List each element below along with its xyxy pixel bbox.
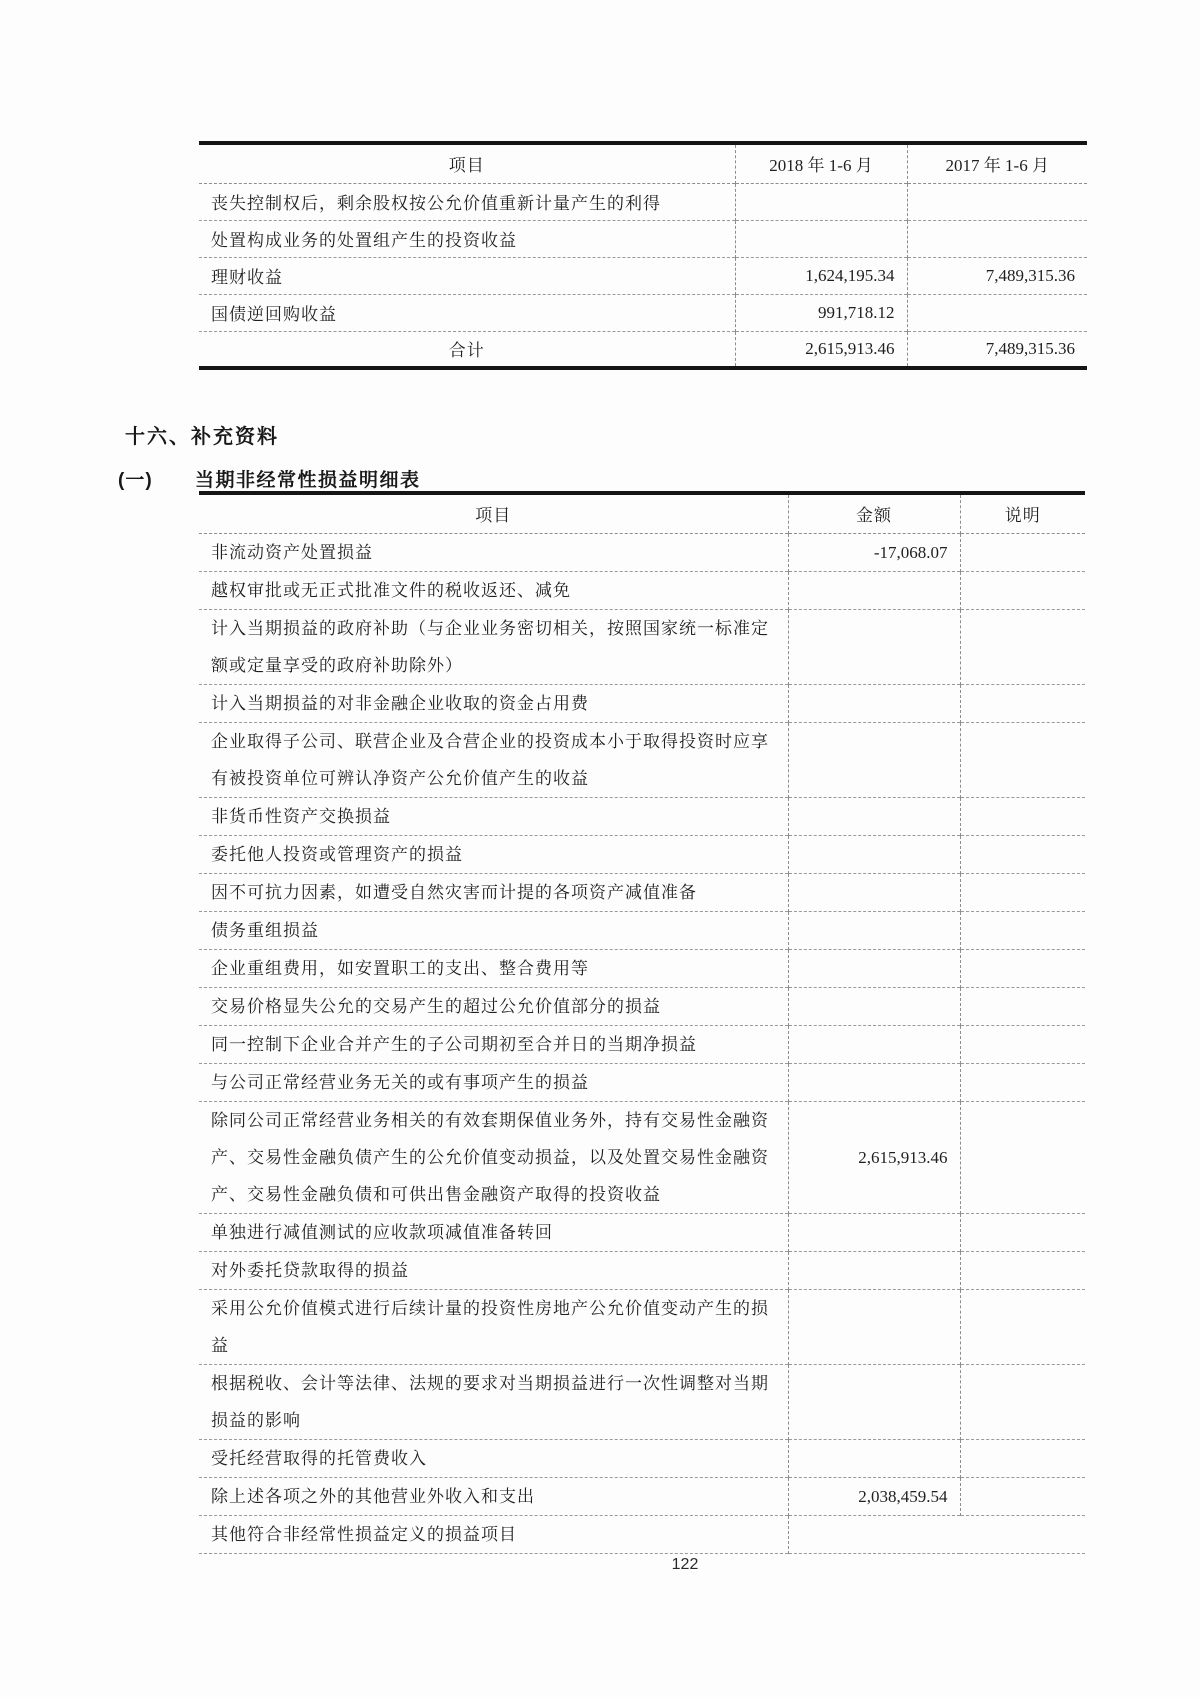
subsection-label: (一) (118, 470, 153, 491)
amount-cell (788, 1251, 960, 1289)
note-cell (960, 533, 1085, 571)
table-row (199, 987, 1085, 1025)
table-row (199, 911, 1085, 949)
table-row (199, 684, 1085, 722)
section-heading: 十六、补充资料 (125, 426, 279, 448)
table1-header-item: 项目 (448, 156, 485, 176)
table-row (199, 533, 1085, 571)
amount-cell (788, 1439, 960, 1477)
note-cell (960, 1439, 1085, 1477)
table-row (199, 1364, 1085, 1439)
item-cell: 对外委托贷款取得的损益 (211, 1260, 409, 1280)
item-cell: 同一控制下企业合并产生的子公司期初至合并日的当期净损益 (211, 1034, 697, 1054)
amount-cell (788, 835, 960, 873)
amount-cell (788, 571, 960, 609)
table-row (199, 722, 1085, 797)
note-cell (960, 1515, 1085, 1553)
note-cell (960, 609, 1085, 684)
table2-header-item: 项目 (475, 506, 512, 526)
amount-cell (788, 1515, 960, 1553)
amount-cell (788, 684, 960, 722)
note-cell (960, 911, 1085, 949)
page-number: 122 (671, 1556, 699, 1573)
item-cell: 受托经营取得的托管费收入 (211, 1448, 427, 1468)
table-row (199, 571, 1085, 609)
note-cell (960, 1063, 1085, 1101)
investment-income-table (199, 141, 1087, 370)
table-row (199, 294, 1087, 331)
item-cell: 债务重组损益 (211, 920, 319, 940)
item-cell: 其他符合非经常性损益定义的损益项目 (211, 1524, 517, 1544)
item-cell: 委托他人投资或管理资产的损益 (211, 844, 463, 864)
note-cell (960, 684, 1085, 722)
value-2018-cell: 1,624,195.34 (735, 257, 907, 294)
item-cell: 丧失控制权后，剩余股权按公允价值重新计量产生的利得 (211, 194, 661, 213)
item-cell: 与公司正常经营业务无关的或有事项产生的损益 (211, 1072, 589, 1092)
item-cell: 处置构成业务的处置组产生的投资收益 (211, 231, 517, 250)
note-cell (960, 987, 1085, 1025)
amount-cell (788, 1289, 960, 1364)
table-row (199, 1063, 1085, 1101)
value-2017-cell (907, 294, 1087, 331)
table-row (199, 1213, 1085, 1251)
table2-header-note: 说明 (1004, 506, 1041, 526)
subsection-title: 当期非经常性损益明细表 (195, 470, 421, 491)
item-cell: 单独进行减值测试的应收款项减值准备转回 (211, 1222, 553, 1242)
non-recurring-items-table (199, 491, 1085, 1554)
item-cell: 除上述各项之外的其他营业外收入和支出 (211, 1486, 535, 1506)
amount-cell (788, 911, 960, 949)
amount-cell (788, 1364, 960, 1439)
table1-header-2018: 2018 年 1-6 月 (735, 143, 907, 183)
table2-header-row (199, 493, 1085, 533)
value-2018-cell (735, 183, 907, 220)
item-cell: 采用公允价值模式进行后续计量的投资性房地产公允价值变动产生的损益 (211, 1298, 769, 1355)
table2-header-amount: 金额 (788, 493, 960, 533)
table-row (199, 1515, 1085, 1553)
note-cell (960, 1364, 1085, 1439)
amount-cell (788, 873, 960, 911)
table-row (199, 1439, 1085, 1477)
table-row (199, 1477, 1085, 1515)
amount-cell (788, 987, 960, 1025)
value-2017-cell (907, 183, 1087, 220)
item-cell: 企业取得子公司、联营企业及合营企业的投资成本小于取得投资时应享有被投资单位可辨认净资产公允价值产生的收益 (211, 731, 769, 788)
note-cell (960, 571, 1085, 609)
amount-cell (788, 609, 960, 684)
item-cell: 计入当期损益的对非金融企业收取的资金占用费 (211, 693, 589, 713)
note-cell (960, 873, 1085, 911)
table-row (199, 1251, 1085, 1289)
table-row (199, 331, 1087, 368)
note-cell (960, 1289, 1085, 1364)
note-cell (960, 797, 1085, 835)
value-2017-cell: 7,489,315.36 (985, 265, 1075, 285)
table-row (199, 1101, 1085, 1213)
amount-cell (788, 1063, 960, 1101)
table-row (199, 797, 1085, 835)
item-cell: 交易价格显失公允的交易产生的超过公允价值部分的损益 (211, 996, 661, 1016)
table-row (199, 873, 1085, 911)
amount-cell (788, 1025, 960, 1063)
value-2018-cell (735, 220, 907, 257)
note-cell (960, 1251, 1085, 1289)
note-cell (960, 949, 1085, 987)
table1-header-2017: 2017 年 1-6 月 (945, 156, 1049, 176)
note-cell (960, 835, 1085, 873)
item-cell: 越权审批或无正式批准文件的税收返还、减免 (211, 580, 571, 600)
amount-cell (788, 1213, 960, 1251)
item-cell: 理财收益 (211, 268, 283, 287)
item-cell: 企业重组费用，如安置职工的支出、整合费用等 (211, 958, 589, 978)
value-2017-cell (907, 220, 1087, 257)
table-row (199, 835, 1085, 873)
note-cell (960, 1101, 1085, 1213)
value-2017-cell: 7,489,315.36 (985, 338, 1075, 358)
amount-cell (788, 722, 960, 797)
table-row (199, 1289, 1085, 1364)
note-cell (960, 1477, 1085, 1515)
table-row (199, 949, 1085, 987)
value-2018-cell: 991,718.12 (735, 294, 907, 331)
item-cell: 因不可抗力因素，如遭受自然灾害而计提的各项资产减值准备 (211, 882, 697, 902)
item-cell: 计入当期损益的政府补助（与企业业务密切相关，按照国家统一标准定额或定量享受的政府补助除外） (211, 618, 769, 675)
amount-cell: -17,068.07 (788, 533, 960, 571)
item-cell: 合计 (448, 341, 485, 361)
amount-cell (788, 797, 960, 835)
table-row (199, 257, 1087, 294)
item-cell: 国债逆回购收益 (211, 305, 337, 324)
note-cell (960, 1025, 1085, 1063)
item-cell: 除同公司正常经营业务相关的有效套期保值业务外，持有交易性金融资产、交易性金融负债产生的公允价值变动损益，以及处置交易性金融资产、交易性金融负债和可供出售金融资产取得的投资收益 (211, 1110, 769, 1204)
amount-cell: 2,615,913.46 (788, 1101, 960, 1213)
item-cell: 根据税收、会计等法律、法规的要求对当期损益进行一次性调整对当期损益的影响 (211, 1373, 769, 1430)
note-cell (960, 1213, 1085, 1251)
amount-cell: 2,038,459.54 (788, 1477, 960, 1515)
note-cell (960, 722, 1085, 797)
table-row (199, 609, 1085, 684)
amount-cell (788, 949, 960, 987)
table-row (199, 183, 1087, 220)
value-2018-cell: 2,615,913.46 (735, 331, 907, 368)
table-row (199, 220, 1087, 257)
table-row (199, 1025, 1085, 1063)
table1-header-row (199, 143, 1087, 183)
item-cell: 非流动资产处置损益 (211, 542, 373, 562)
item-cell: 非货币性资产交换损益 (211, 806, 391, 826)
